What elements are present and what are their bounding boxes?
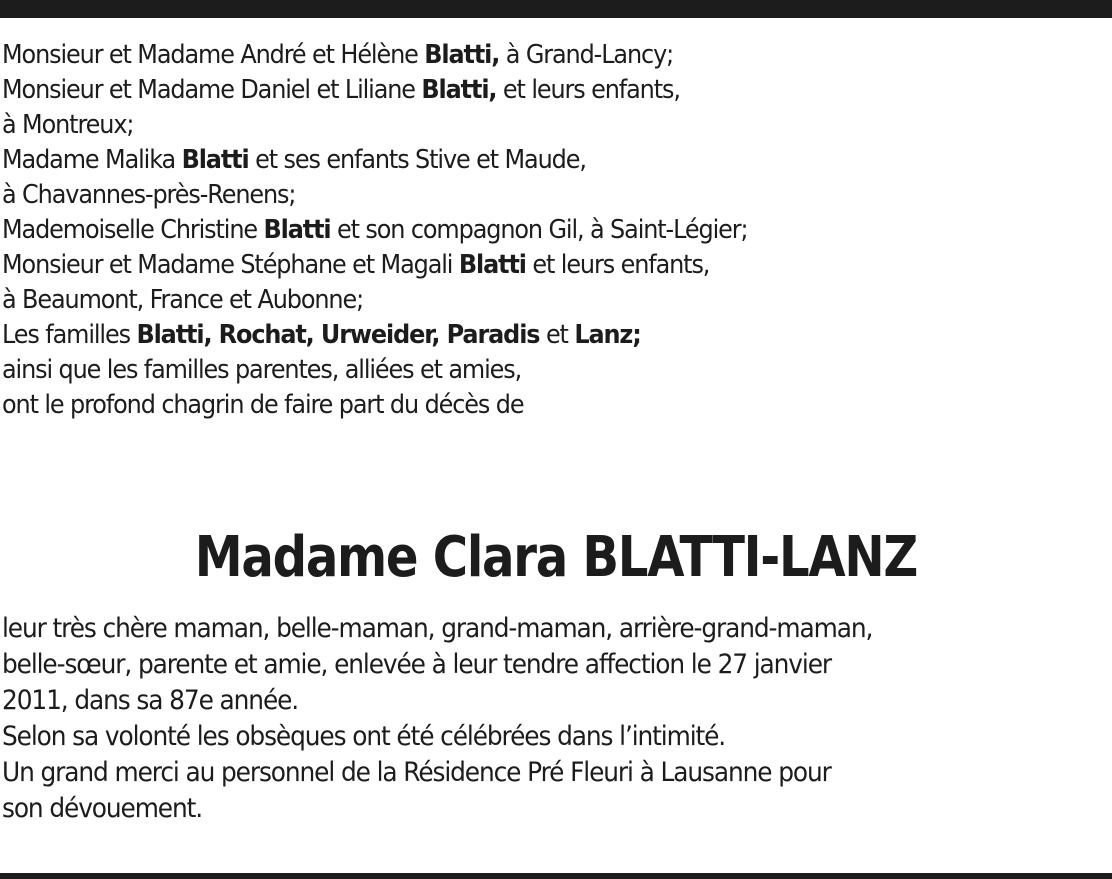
tribute-line: son dévouement. [2,793,203,824]
text-segment: et [539,320,575,350]
family-surname: Blatti [458,250,526,280]
tribute-line: Un grand merci au personnel de la Résidence Pré Fleuri à Lausanne pour [2,757,831,788]
family-line [2,388,1020,423]
deceased-name: Madame Clara BLATTI-LANZ [194,525,918,590]
family-line [2,178,1020,213]
text-segment: et ses enfants Stive et Maude, [248,145,586,175]
text-segment: Monsieur et Madame Daniel et Liliane [2,75,422,105]
tribute-line: Selon sa volonté les obsèques ont été célébrées dans l’intimité. [2,721,726,752]
text-segment: ainsi que les familles parentes, alliées et amies, [2,355,522,385]
text-segment: à Grand-Lancy; [499,40,674,70]
family-line [2,38,1020,73]
family-surname: Blatti [263,215,331,245]
family-line [2,248,1020,283]
text-segment: Monsieur et Madame André et Hélène [2,40,425,70]
family-surname: Blatti, [421,75,497,105]
family-line [2,318,1020,353]
family-list [2,38,1108,423]
family-line [2,73,1020,108]
bottom-rule [0,873,1112,879]
text-segment: et son compagnon Gil, à Saint-Légier; [330,215,748,245]
text-segment: à Beaumont, France et Aubonne; [2,285,364,315]
family-line [2,213,1020,248]
family-surname: Blatti [181,145,249,175]
text-segment: Mademoiselle Christine [2,215,264,245]
family-line [2,108,1020,143]
text-segment: ont le profond chagrin de faire part du décès de [2,390,524,420]
tribute-line: 2011, dans sa 87e année. [2,685,299,716]
text-segment: Monsieur et Madame Stéphane et Magali [2,250,459,280]
family-surname: Lanz; [574,320,641,350]
tribute-paragraph [2,611,1108,827]
family-surname: Blatti, Rochat, Urweider, Paradis [136,320,540,350]
family-line [2,353,1020,388]
text-segment: Madame Malika [2,145,182,175]
text-segment: et leurs enfants, [496,75,680,105]
deceased-name-heading [0,519,1112,597]
tribute-line: belle-sœur, parente et amie, enlevée à leur tendre affection le 27 janvier [2,649,831,680]
text-segment: à Montreux; [2,110,134,140]
family-line [2,283,1020,318]
tribute-line: leur très chère maman, belle-maman, grand-maman, arrière-grand-maman, [2,613,873,644]
text-segment: et leurs enfants, [525,250,710,280]
text-segment: Les familles [2,320,137,350]
top-rule [0,0,1112,18]
text-segment: à Chavannes-près-Renens; [2,180,296,210]
family-surname: Blatti, [424,40,500,70]
family-line [2,143,1020,178]
